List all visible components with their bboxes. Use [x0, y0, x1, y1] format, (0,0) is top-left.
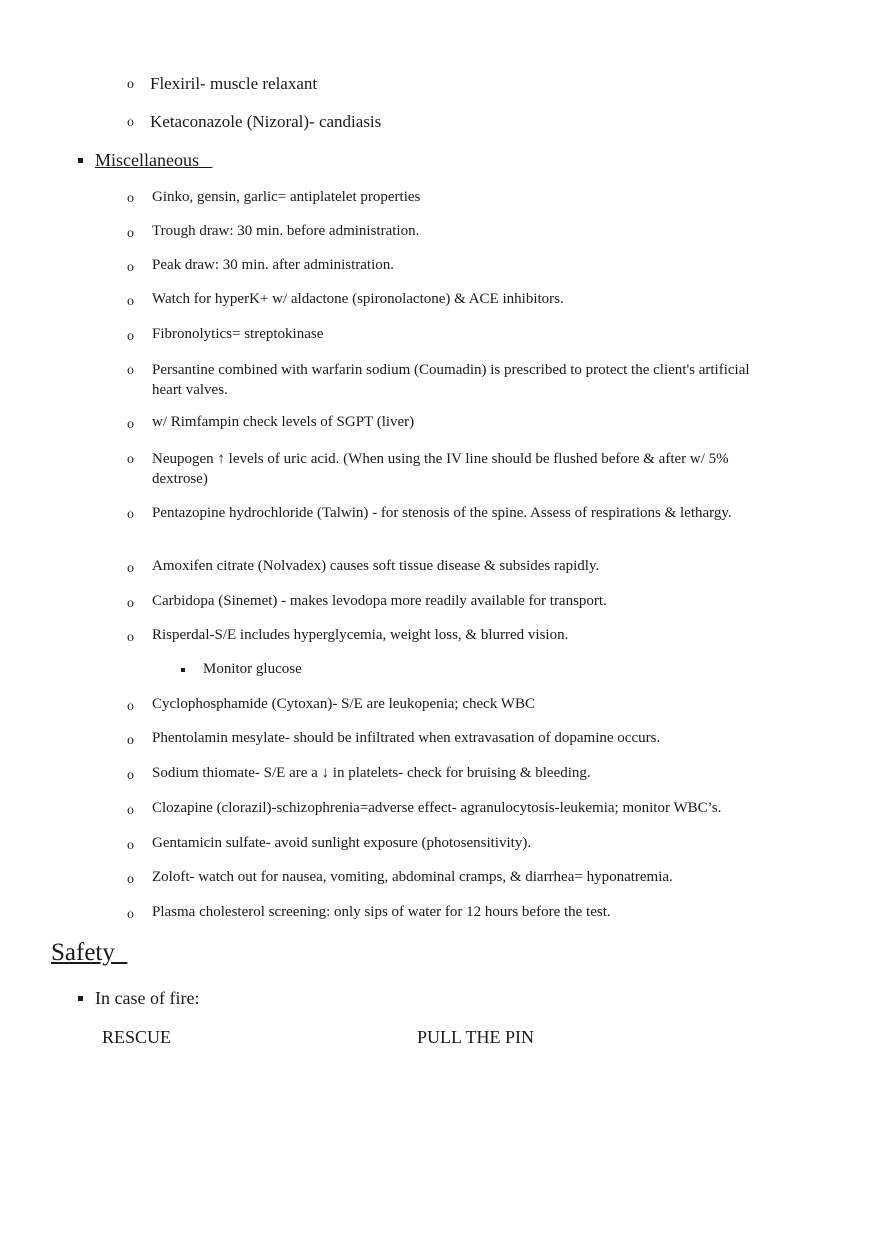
- list-item: Zoloft- watch out for nausea, vomiting, abdominal cramps, & diarrhea= hyponatremia.: [152, 869, 673, 885]
- bullet-o: o: [127, 803, 134, 818]
- bullet-o: o: [127, 329, 134, 344]
- list-item: Neupogen ↑ levels of uric acid. (When using the IV line should be flushed before & after w/ 5% dextrose): [152, 451, 729, 487]
- bullet-o: o: [127, 768, 134, 783]
- bullet-o: o: [127, 115, 134, 130]
- bullet-o: o: [127, 417, 134, 432]
- fire-instructions-label: In case of fire:: [95, 988, 200, 1008]
- bullet-o: o: [127, 630, 134, 645]
- list-item: Trough draw: 30 min. before administration.: [152, 223, 420, 239]
- list-item: Ketaconazole (Nizoral)- candiasis: [150, 112, 382, 131]
- bullet-o: o: [127, 561, 134, 576]
- bullet-o: o: [127, 226, 134, 241]
- bullet-o: o: [127, 77, 134, 92]
- list-item: Amoxifen citrate (Nolvadex) causes soft tissue disease & subsides rapidly.: [152, 558, 600, 574]
- list-item: Pentazopine hydrochloride (Talwin) - for stenosis of the spine. Assess of respirations & lethargy.: [152, 505, 732, 521]
- list-item: Plasma cholesterol screening: only sips of water for 12 hours before the test.: [152, 904, 611, 920]
- section-heading-safety: Safety: [51, 939, 115, 966]
- bullet-o: o: [127, 363, 134, 378]
- square-bullet-icon: [78, 996, 83, 1001]
- bullet-o: o: [127, 872, 134, 887]
- bullet-o: o: [127, 452, 134, 467]
- list-item: w/ Rimfampin check levels of SGPT (liver): [152, 414, 415, 430]
- rescue-label: RESCUE: [102, 1027, 172, 1047]
- square-bullet-icon: [78, 158, 83, 163]
- bullet-o: o: [127, 907, 134, 922]
- list-item: Gentamicin sulfate- avoid sunlight exposure (photosensitivity).: [152, 835, 532, 851]
- list-item: Risperdal-S/E includes hyperglycemia, weight loss, & blurred vision.: [152, 627, 569, 643]
- square-bullet-icon: [181, 668, 185, 672]
- bullet-o: o: [127, 191, 134, 206]
- sub-list-item: Monitor glucose: [203, 661, 302, 677]
- section-heading-miscellaneous: Miscellaneous: [95, 150, 199, 170]
- bullet-o: o: [127, 260, 134, 275]
- bullet-o: o: [127, 733, 134, 748]
- pull-the-pin-label: PULL THE PIN: [417, 1027, 534, 1047]
- bullet-o: o: [127, 699, 134, 714]
- list-item: Persantine combined with warfarin sodium (Coumadin) is prescribed to protect the client's artificial heart valves.: [152, 362, 750, 398]
- bullet-o: o: [127, 596, 134, 611]
- bullet-o: o: [127, 294, 134, 309]
- list-item: Phentolamin mesylate- should be infiltrated when extravasation of dopamine occurs.: [152, 730, 661, 746]
- list-item: Fibronolytics= streptokinase: [152, 326, 324, 342]
- list-item: Clozapine (clorazil)-schizophrenia=adverse effect- agranulocytosis-leukemia; monitor WBC’s.: [152, 800, 722, 816]
- list-item: Ginko, gensin, garlic= antiplatelet properties: [152, 189, 421, 205]
- bullet-o: o: [127, 838, 134, 853]
- list-item: Watch for hyperK+ w/ aldactone (spironolactone) & ACE inhibitors.: [152, 291, 564, 307]
- list-item: Carbidopa (Sinemet) - makes levodopa more readily available for transport.: [152, 593, 607, 609]
- list-item: Flexiril- muscle relaxant: [150, 74, 318, 93]
- bullet-o: o: [127, 507, 134, 522]
- list-item: Peak draw: 30 min. after administration.: [152, 257, 395, 273]
- list-item: Cyclophosphamide (Cytoxan)- S/E are leukopenia; check WBC: [152, 696, 535, 712]
- list-item: Sodium thiomate- S/E are a ↓ in platelets- check for bruising & bleeding.: [152, 765, 591, 781]
